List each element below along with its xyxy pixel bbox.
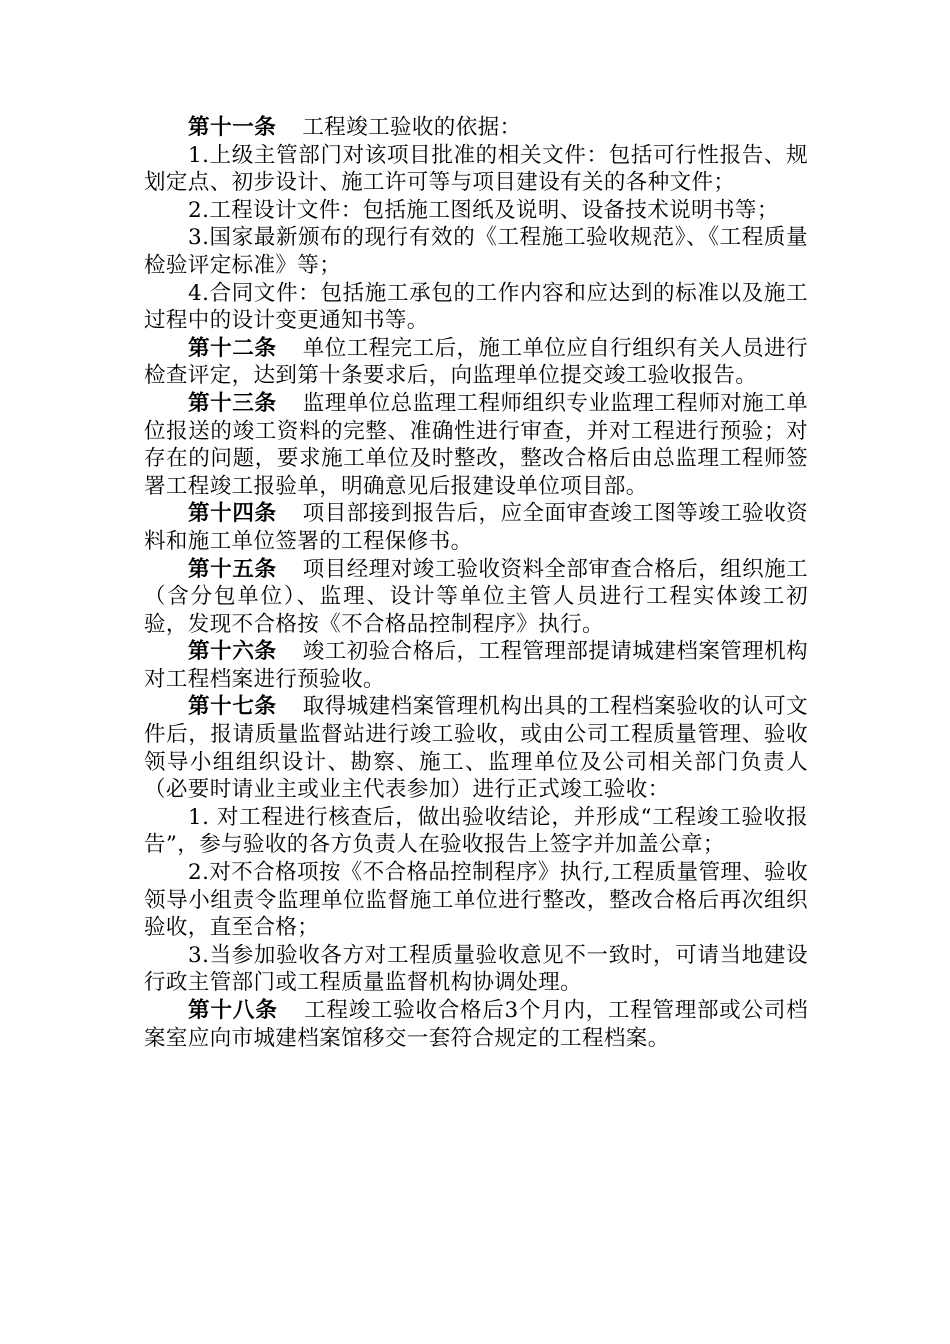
document-body: [144, 114, 808, 1052]
paragraph-text: 2.工程设计文件：包括施工图纸及说明、设备技术说明书等；: [188, 197, 779, 223]
paragraph-text: 4.合同文件：包括施工承包的工作内容和应达到的标准以及施工过程中的设计变更通知书等。: [144, 280, 808, 334]
paragraph-article-17: [144, 693, 808, 803]
paragraph-text: 单位工程完工后，施工单位应自行组织有关人员进行检查评定，达到第十条要求后，向监理单位提交竣工验收报告。: [144, 335, 809, 389]
paragraph-text: 3.当参加验收各方对工程质量验收意见不一致时，可请当地建设行政主管部门或工程质量监督机构协调处理。: [144, 942, 808, 996]
article-number: 第十二条: [188, 335, 277, 361]
paragraph-text: 项目部接到报告后，应全面审查竣工图等竣工验收资料和施工单位签署的工程保修书。: [144, 501, 809, 554]
paragraph-text: 取得城建档案管理机构出具的工程档案验收的认可文件后，报请质量监督站进行竣工验收，或由公司工程质量管理、验收领导小组组织设计、勘察、施工、监理单位及公司相关部门负责人（必要时请业主或业主代表参加）进行正式竣工验收：: [144, 694, 809, 803]
article-number: 第十五条: [188, 556, 277, 582]
paragraph-text: 工程竣工验收合格后3个月内，工程管理部或公司档案室应向市城建档案馆移交一套符合规定的工程档案。: [144, 998, 808, 1051]
paragraph-text: 工程竣工验收的依据：: [302, 115, 522, 140]
article-number: 第十六条: [188, 639, 277, 665]
paragraph-article-14: [144, 500, 808, 555]
article-number: 第十三条: [188, 390, 277, 416]
paragraph-text: 2.对不合格项按《不合格品控制程序》执行,工程质量管理、验收领导小组责令监理单位监督施工单位进行整改，整改合格后再次组织验收，直至合格；: [144, 860, 808, 941]
paragraph-article-12: [144, 335, 808, 390]
article-number: 第十一条: [188, 115, 277, 140]
paragraph-text: 3.国家最新颁布的现行有效的《工程施工验收规范》、《工程质量检验评定标准》等；: [144, 225, 808, 278]
paragraph-article-18: [144, 997, 808, 1052]
paragraph-text: 监理单位总监理工程师组织专业监理工程师对施工单位报送的竣工资料的完整、准确性进行审查，并对工程进行预验；对存在的问题，要求施工单位及时整改，整改合格后由总监理工程师签署工程竣工报验单，明确意见后报建设单位项目部。: [144, 390, 809, 499]
article-number: 第十四条: [188, 501, 277, 527]
article-number: 第十八条: [188, 998, 278, 1023]
paragraph-text: 项目经理对竣工验收资料全部审查合格后，组织施工（含分包单位）、监理、设计等单位主管人员进行工程实体竣工初验，发现不合格按《不合格品控制程序》执行。: [144, 556, 809, 637]
paragraph-item: [144, 804, 808, 859]
paragraph-item: [144, 859, 808, 942]
paragraph-item: [144, 942, 808, 997]
paragraph-text: 竣工初验合格后，工程管理部提请城建档案管理机构对工程档案进行预验收。: [144, 639, 809, 692]
paragraph-item: [144, 280, 808, 335]
paragraph-item: [144, 224, 808, 279]
paragraph-item: [144, 197, 808, 225]
article-number: 第十七条: [188, 694, 277, 720]
paragraph-item: [144, 142, 808, 197]
paragraph-text: 1. 对工程进行核查后，做出验收结论，并形成“工程竣工验收报告”，参与验收的各方负责人在验收报告上签字并加盖公章；: [144, 804, 808, 858]
paragraph-text: 1.上级主管部门对该项目批准的相关文件：包括可行性报告、规划定点、初步设计、施工许可等与项目建设有关的各种文件；: [144, 142, 808, 196]
paragraph-article-11: [144, 114, 808, 142]
paragraph-article-16: [144, 638, 808, 693]
paragraph-article-13: [144, 390, 808, 500]
paragraph-article-15: [144, 556, 808, 639]
